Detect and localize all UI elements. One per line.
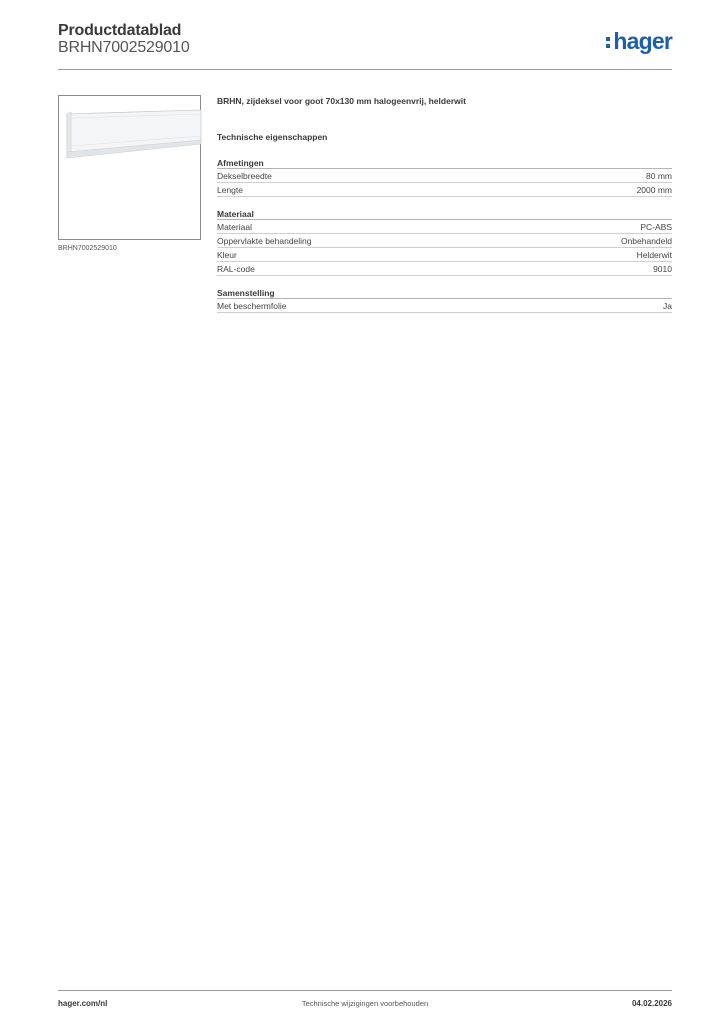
logo-text: hager [613,28,672,54]
spec-label: Materiaal [217,221,252,232]
spec-value: 9010 [653,263,672,274]
spec-value: Helderwit [636,249,672,260]
product-cover-illustration [59,96,202,241]
spec-row [217,183,672,197]
spec-label: Lengte [217,184,243,195]
footer-notice: Technische wijzigingen voorbehouden [301,999,429,1008]
product-details [217,96,672,313]
spec-value: Onbehandeld [620,235,672,246]
footer-website: hager.com/nl [58,999,108,1008]
page-footer [58,990,672,1016]
spec-label: Oppervlakte behandeling [217,235,312,246]
group-material [217,209,672,276]
spec-value: 80 mm [646,170,672,181]
footer-date: 04.02.2026 [631,999,672,1008]
spec-row [217,220,672,234]
group-title: Afmetingen [217,158,672,169]
group-dimensions [217,158,672,197]
spec-value: 2000 mm [636,184,672,195]
group-composition [217,288,672,313]
product-image [58,95,201,240]
group-title: Samenstelling [217,288,672,299]
image-caption: BRHN7002529010 [58,245,117,252]
spec-row [217,234,672,248]
spec-value: Ja [663,300,672,311]
spec-row [217,169,672,183]
hager-logo [606,28,672,55]
product-description: BRHN, zijdeksel voor goot 70x130 mm halogeenvrij, helderwit [217,96,466,106]
spec-row [217,262,672,276]
page-header [58,22,672,70]
logo-colon-icon [606,35,611,50]
spec-label: RAL-code [217,263,255,274]
spec-label: Met beschermfolie [217,300,287,311]
technical-properties-heading: Technische eigenschappen [217,132,328,142]
product-code: BRHN7002529010 [58,39,190,56]
group-title: Materiaal [217,209,672,220]
spec-row [217,299,672,313]
spec-label: Dekselbreedte [217,170,272,181]
spec-value: PC-ABS [640,221,672,232]
spec-label: Kleur [217,249,237,260]
spec-row [217,248,672,262]
document-title: Productdatablad [58,22,182,39]
